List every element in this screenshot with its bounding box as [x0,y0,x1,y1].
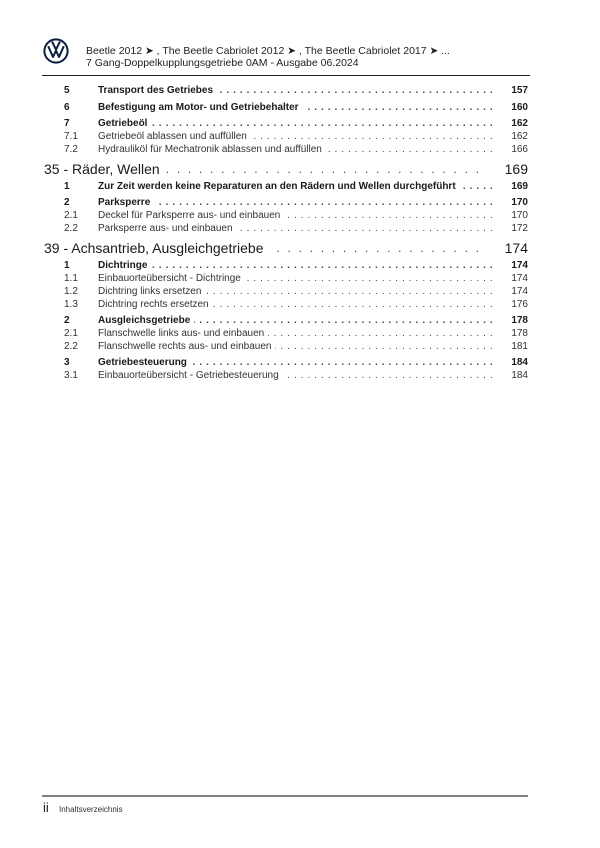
toc-entry[interactable] [0,259,600,272]
toc-entry-page: 184 [495,369,528,382]
header-text [86,45,450,69]
toc-entry-title: Flanschwelle rechts aus- und einbauen . . . [98,340,528,353]
toc-entry-page: 178 [495,314,528,327]
toc-entry[interactable] [0,101,600,114]
toc-entry[interactable] [0,356,600,369]
toc-chapter-heading[interactable] [0,239,600,257]
toc-entry-title: Flanschwelle links aus- und einbauen . . . [98,327,528,340]
toc-entry-page: 174 [495,285,528,298]
toc-entry-title: Getriebeöl . . . [98,117,528,130]
toc-entry-page: 181 [495,340,528,353]
toc-entry-number: 1 [64,260,70,271]
header-divider [42,75,530,76]
toc-entry[interactable] [0,130,600,143]
toc-entry[interactable] [0,222,600,235]
toc-entry-title: Parksperre aus- und einbauen . . . [98,222,528,235]
toc-entry-number: 7.1 [64,131,78,142]
toc-entry-title: Ausgleichsgetriebe . . . [98,314,528,327]
toc-entry-number: 2.1 [64,210,78,221]
toc-entry-title: Dichtring links ersetzen . . . [98,285,528,298]
toc-entry[interactable] [0,327,600,340]
toc-entry[interactable] [0,196,600,209]
toc-chapter-page: 169 [484,160,528,178]
toc-entry-number: 3 [64,357,70,368]
vw-logo-icon [43,38,69,64]
footer-divider [42,795,528,797]
toc-entry-title: Deckel für Parksperre aus- und einbauen . . . [98,209,528,222]
toc-entry-title: Getriebeöl ablassen und auffüllen . . . [98,130,528,143]
toc-entry-page: 176 [495,298,528,311]
toc-entry-page: 170 [495,196,528,209]
toc-entry[interactable] [0,272,600,285]
toc-entry-page: 162 [495,130,528,143]
toc-entry-page: 170 [495,209,528,222]
toc-entry-page: 162 [495,117,528,130]
footer-page-number: ii [43,800,49,815]
toc-entry[interactable] [0,143,600,156]
toc-entry-number: 2 [64,315,70,326]
toc-entry-number: 1 [64,181,70,192]
toc-entry-page: 169 [495,180,528,193]
toc-chapter-page: 174 [484,239,528,257]
toc-entry-number: 5 [64,85,70,96]
toc-entry[interactable] [0,340,600,353]
toc-entry-number: 7.2 [64,144,78,155]
toc-entry-number: 2.2 [64,341,78,352]
toc-entry-page: 174 [495,272,528,285]
toc-entry-number: 6 [64,102,70,113]
toc-entry-number: 3.1 [64,370,78,381]
toc-entry[interactable] [0,209,600,222]
page-header [40,36,530,76]
toc-chapter-title: 39 - Achsantrieb, Ausgleichgetriebe . . . [44,239,528,257]
toc-entry-number: 7 [64,118,70,129]
toc-chapter-heading[interactable] [0,160,600,178]
toc-entry-title: Dichtringe . . . [98,259,528,272]
toc-entry-title: Getriebesteuerung . . . [98,356,528,369]
toc-entry-title: Einbauorteübersicht - Dichtringe . . . [98,272,528,285]
toc-entry-title: Zur Zeit werden keine Reparaturen an den Rädern und Wellen durchgeführt . . . [98,180,528,193]
toc-entry[interactable] [0,117,600,130]
toc-entry-page: 166 [495,143,528,156]
toc-entry-page: 174 [495,259,528,272]
toc-entry-page: 157 [495,84,528,97]
toc-entry-number: 2 [64,197,70,208]
footer-section-label: Inhaltsverzeichnis [59,805,123,814]
toc-entry-title: Parksperre . . . [98,196,528,209]
toc-entry[interactable] [0,298,600,311]
toc-entry[interactable] [0,180,600,193]
toc-entry-title: Transport des Getriebes . . . [98,84,528,97]
toc-entry-number: 1.3 [64,299,78,310]
toc-entry-title: Hydrauliköl für Mechatronik ablassen und auffüllen . . . [98,143,528,156]
toc-entry-page: 160 [495,101,528,114]
toc-entry-title: Dichtring rechts ersetzen . . . [98,298,528,311]
header-manual-line: 7 Gang-Doppelkupplungsgetriebe 0AM - Ausgabe 06.2024 [86,57,359,69]
toc-entry-page: 184 [495,356,528,369]
toc-entry-number: 2.2 [64,223,78,234]
toc-entry[interactable] [0,285,600,298]
toc-entry-number: 1.2 [64,286,78,297]
toc-entry[interactable] [0,84,600,97]
toc-entry-page: 172 [495,222,528,235]
toc-entry-title: Befestigung am Motor- und Getriebehalter . . . [98,101,528,114]
toc-entry-number: 1.1 [64,273,78,284]
toc-entry[interactable] [0,314,600,327]
toc-entry-title: Einbauorteübersicht - Getriebesteuerung . . . [98,369,528,382]
toc-chapter-title: 35 - Räder, Wellen . . . [44,160,528,178]
toc-entry-page: 178 [495,327,528,340]
header-vehicle-line: Beetle 2012 ➤ , The Beetle Cabriolet 2012 ➤ , The Beetle Cabriolet 2017 ➤ ... [86,45,450,57]
toc-entry[interactable] [0,369,600,382]
toc-entry-number: 2.1 [64,328,78,339]
